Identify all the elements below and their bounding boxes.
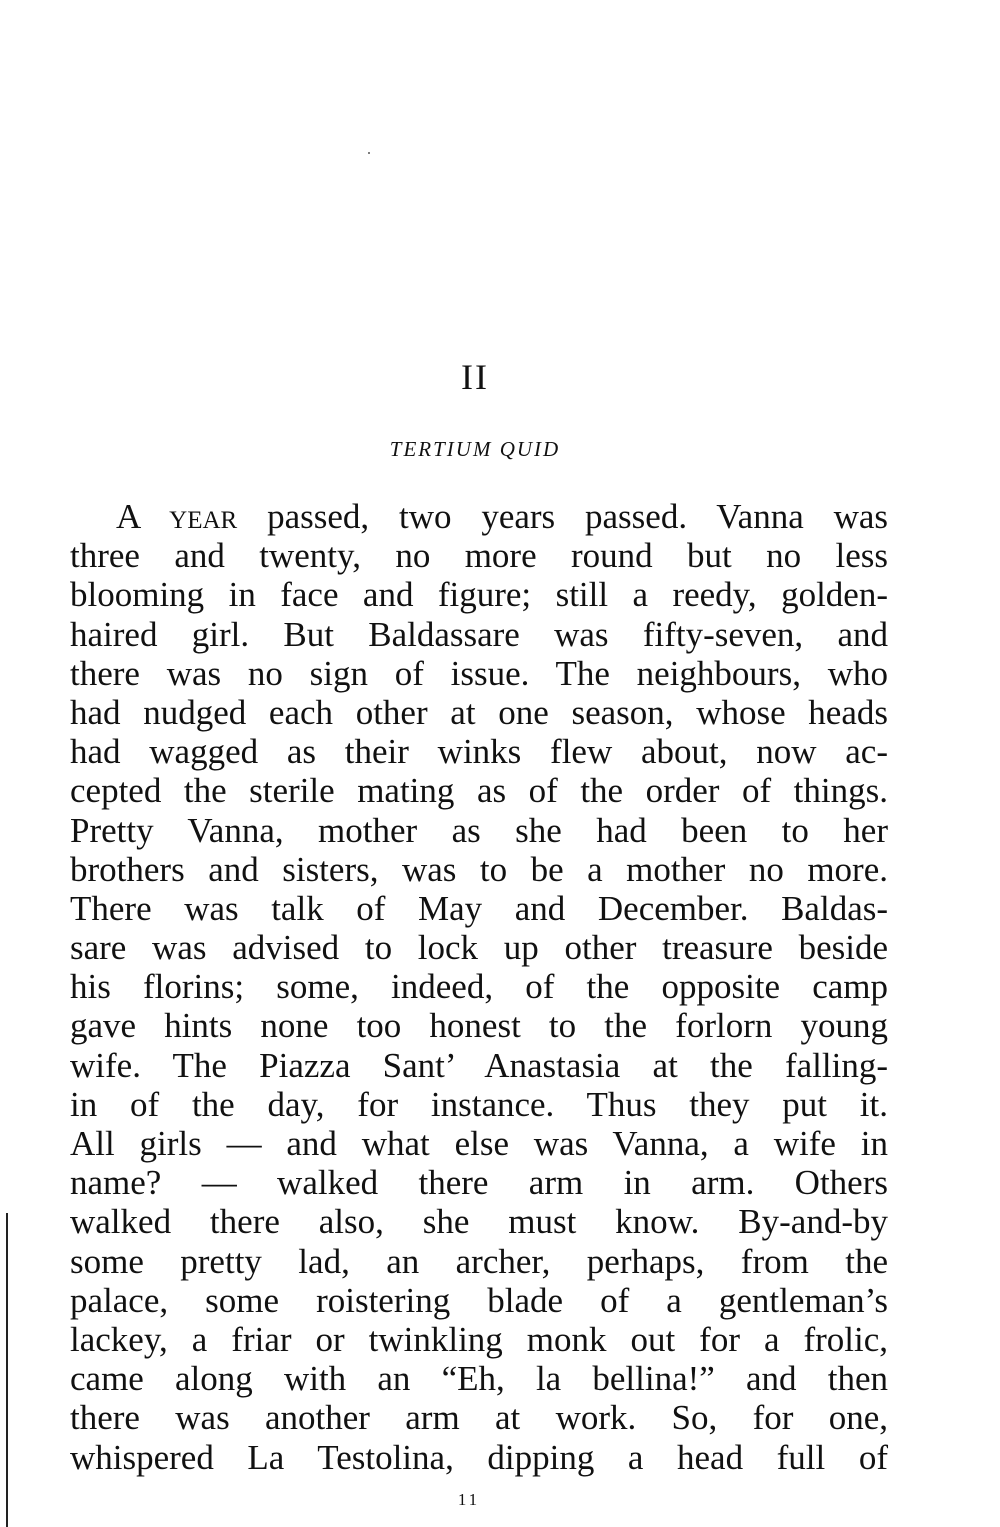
text-line: sare was advised to lock up other treasure beside [70, 928, 888, 968]
text-line: came along with an “Eh, la bellina!” and then [70, 1359, 888, 1399]
opening-small-caps: A year [116, 497, 238, 536]
text-line: blooming in face and figure; still a reedy, golden- [70, 575, 888, 615]
text-line: brothers and sisters, was to be a mother no more. [70, 849, 888, 889]
text-line: gave hints none too honest to the forlorn young [70, 1006, 888, 1046]
scan-edge-line [6, 1213, 8, 1527]
text-line: whispered La Testolina, dipping a head full of [70, 1437, 888, 1477]
chapter-number: II [461, 357, 489, 397]
page-number: 11 [457, 1490, 481, 1509]
text-line: wife. The Piazza Sant’ Anastasia at the falling- [70, 1045, 888, 1085]
text-line: name? — walked there arm in arm. Others [70, 1163, 888, 1203]
text-line: there was another arm at work. So, for one, [70, 1398, 888, 1438]
scan-speck [368, 152, 370, 154]
text-line: cepted the sterile mating as of the order of things. [70, 771, 888, 811]
text-line: his florins; some, indeed, of the opposite camp [70, 967, 888, 1007]
text-line: had nudged each other at one season, whose heads [70, 692, 888, 732]
text-line: Pretty Vanna, mother as she had been to her [70, 810, 888, 850]
first-line-rest: passed, two years passed. Vanna was [237, 497, 889, 536]
text-line: palace, some roistering blade of a gentleman’s [70, 1280, 888, 1320]
text-line: there was no sign of issue. The neighbours, who [70, 653, 888, 693]
text-line: some pretty lad, an archer, perhaps, from the [70, 1241, 888, 1281]
text-line: had wagged as their winks flew about, now ac- [70, 732, 888, 772]
text-line: three and twenty, no more round but no less [70, 536, 888, 576]
text-line: haired girl. But Baldassare was fifty-seven, and [70, 614, 888, 654]
body-paragraph [70, 497, 888, 1477]
text-line: All girls — and what else was Vanna, a wife in [70, 1124, 888, 1163]
text-line [70, 497, 888, 536]
text-line: walked there also, she must know. By-and-by [70, 1202, 888, 1242]
chapter-title: TERTIUM QUID [389, 437, 561, 461]
text-line: There was talk of May and December. Baldas- [70, 888, 888, 928]
text-line: in of the day, for instance. Thus they put it. [70, 1084, 888, 1124]
text-line: lackey, a friar or twinkling monk out for a frolic, [70, 1319, 888, 1359]
